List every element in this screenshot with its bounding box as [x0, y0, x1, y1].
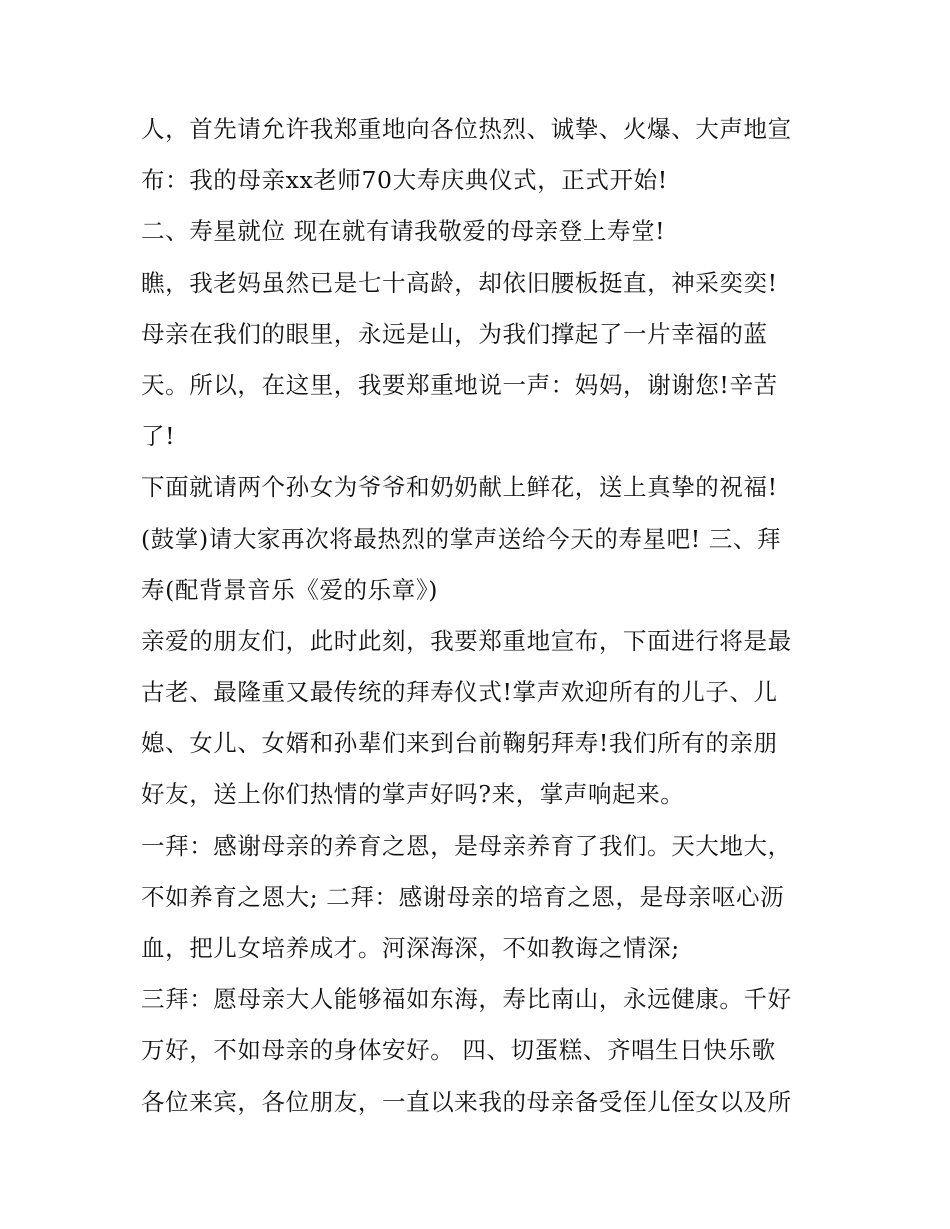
text-line-6: 天。所以，在这里，我要郑重地说一声：妈妈，谢谢您!辛苦 — [141, 370, 778, 399]
text-line-3: 二、寿星就位 现在就有请我敬爱的母亲登上寿堂! — [141, 217, 666, 246]
text-line-16: 不如养育之恩大; 二拜：感谢母亲的培育之恩，是母亲呕心沥 — [141, 882, 785, 911]
text-line-12: 古老、最隆重又最传统的拜寿仪式!掌声欢迎所有的儿子、儿 — [141, 678, 778, 707]
text-line-10: 寿(配背景音乐《爱的乐章》) — [141, 575, 438, 604]
text-line-18: 三拜：愿母亲大人能够福如东海，寿比南山，永远健康。千好 — [141, 985, 792, 1014]
text-line-17: 血，把儿女培养成才。河深海深，不如教诲之情深; — [141, 934, 680, 962]
text-line-20: 各位来宾，各位朋友，一直以来我的母亲备受侄儿侄女以及所 — [141, 1087, 792, 1116]
text-line-2: 布：我的母亲xx老师70大寿庆典仪式，正式开始! — [141, 166, 668, 195]
text-line-15: 一拜：感谢母亲的养育之恩，是母亲养育了我们。天大地大， — [141, 831, 792, 860]
text-line-1: 人，首先请允许我郑重地向各位热烈、诚挚、火爆、大声地宣 — [141, 115, 792, 143]
text-line-5: 母亲在我们的眼里，永远是山，为我们撑起了一片幸福的蓝 — [141, 319, 768, 348]
text-line-14: 好友，送上你们热情的掌声好吗?来，掌声响起来。 — [141, 780, 685, 809]
document-body-text — [141, 104, 821, 1128]
text-line-11: 亲爱的朋友们，此时此刻，我要郑重地宣布，下面进行将是最 — [141, 626, 792, 655]
text-line-4: 瞧，我老妈虽然已是七十高龄，却依旧腰板挺直，神采奕奕! — [141, 268, 778, 297]
text-line-9: (鼓掌)请大家再次将最热烈的掌声送给今天的寿星吧! 三、拜 — [141, 524, 782, 553]
text-line-8: 下面就请两个孙女为爷爷和奶奶献上鲜花，送上真挚的祝福! — [141, 473, 778, 502]
text-line-19: 万好，不如母亲的身体安好。 四、切蛋糕、齐唱生日快乐歌 — [141, 1036, 776, 1065]
text-line-13: 媳、女儿、女婿和孙辈们来到台前鞠躬拜寿!我们所有的亲朋 — [141, 729, 778, 758]
text-line-7: 了! — [141, 422, 176, 451]
